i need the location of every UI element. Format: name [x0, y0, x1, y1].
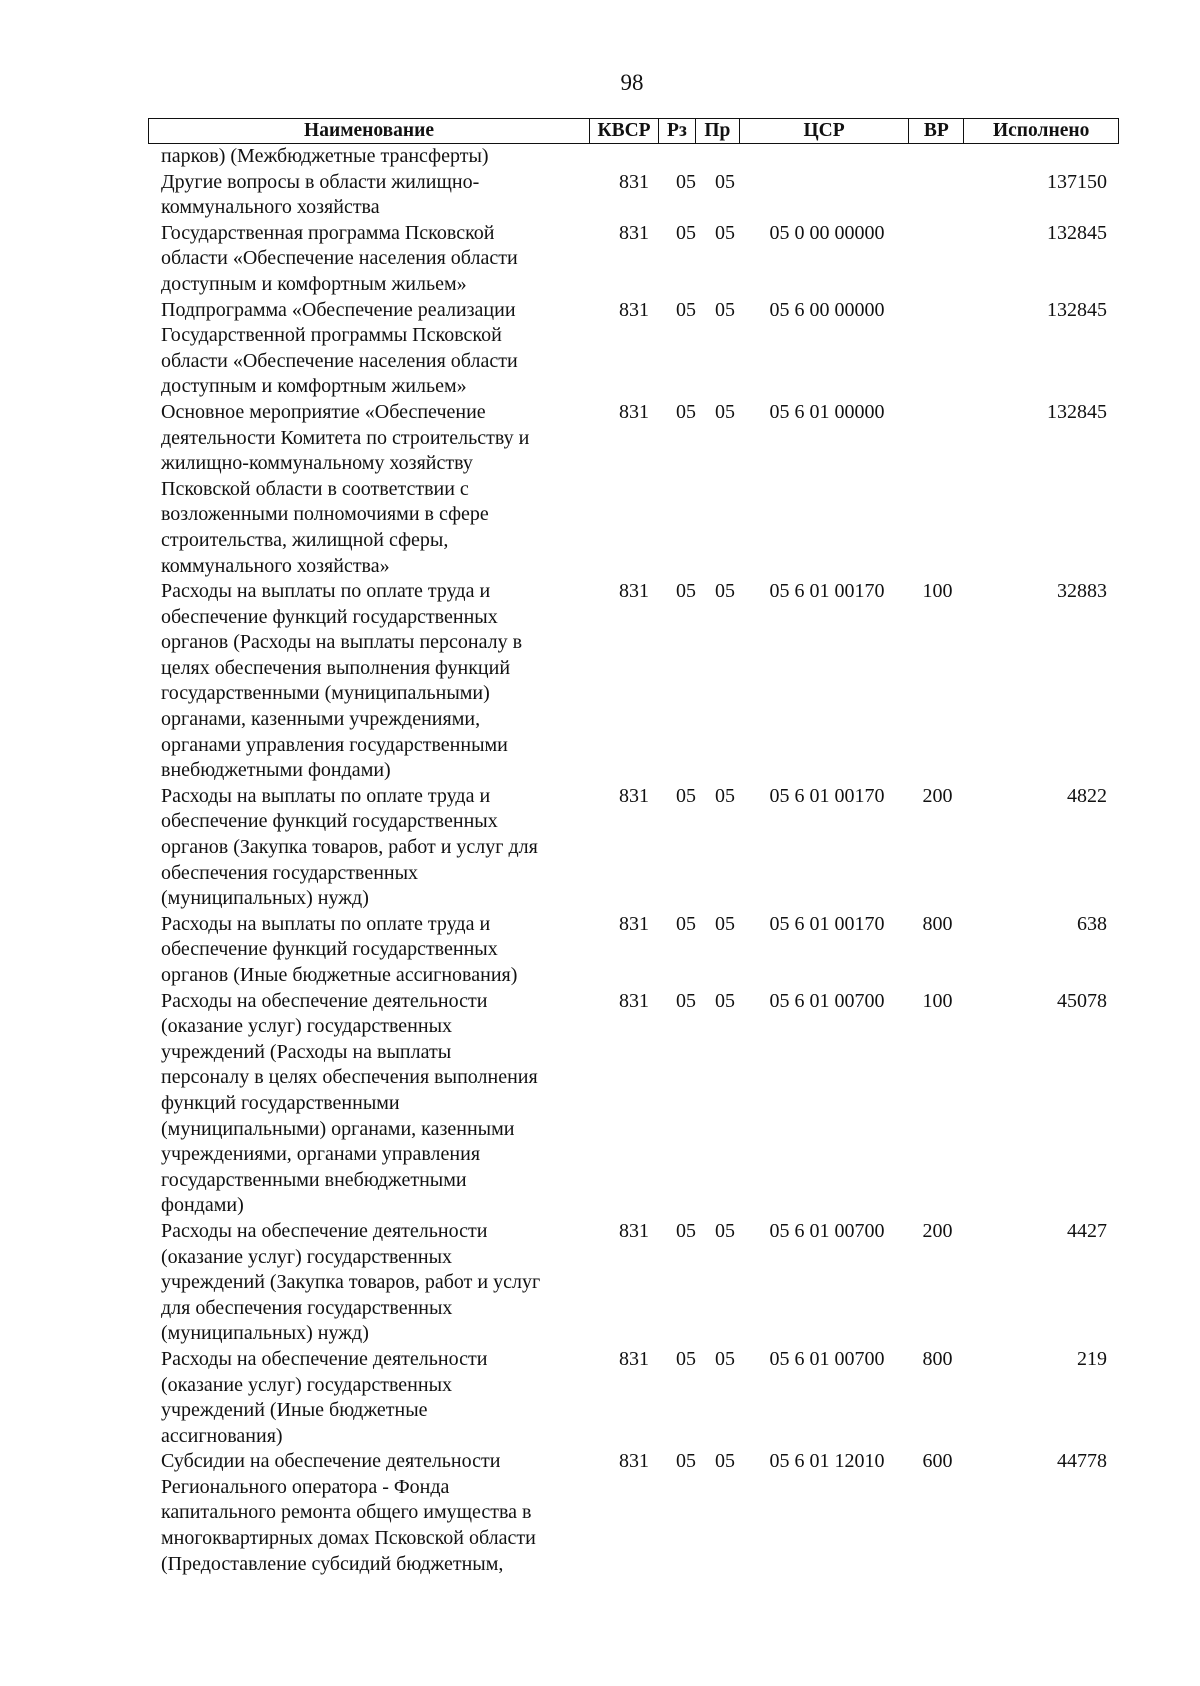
- row-pr: 05: [715, 989, 735, 1012]
- row-executed: 638: [1077, 912, 1107, 935]
- row-name-line: строительства, жилищной сферы,: [161, 528, 449, 551]
- table-row: [148, 912, 1119, 989]
- row-csr: 05 6 01 00170: [769, 580, 885, 603]
- row-pr: 05: [715, 298, 735, 321]
- row-name-line: государственными внебюджетными: [161, 1168, 467, 1191]
- row-rz: 05: [676, 784, 696, 807]
- row-name-line: Расходы на обеспечение деятельности: [161, 1347, 488, 1370]
- row-csr: 05 6 01 00170: [769, 784, 885, 807]
- row-name-line: внебюджетными фондами): [161, 759, 391, 782]
- row-name-line: Государственная программа Псковской: [161, 221, 495, 244]
- row-kvsr: 831: [619, 580, 649, 603]
- row-name-line: Подпрограмма «Обеспечение реализации: [161, 298, 516, 321]
- row-name-line: области «Обеспечение населения области: [161, 247, 518, 270]
- row-rz: 05: [676, 1450, 696, 1473]
- row-name-line: доступным и комфортным жильем»: [161, 375, 467, 398]
- row-name-line: обеспечение функций государственных: [161, 810, 498, 833]
- row-vr: 100: [922, 580, 953, 603]
- row-vr: 200: [922, 784, 953, 807]
- row-executed: 132845: [1047, 221, 1107, 244]
- row-name-line: области «Обеспечение населения области: [161, 349, 518, 372]
- table-row: [148, 579, 1119, 784]
- row-name-line: учреждений (Расходы на выплаты: [161, 1040, 452, 1063]
- row-name-line: для обеспечения государственных: [161, 1296, 453, 1319]
- row-name-line: доступным и комфортным жильем»: [161, 272, 467, 295]
- row-name-line: Расходы на выплаты по оплате труда и: [161, 912, 491, 935]
- header-executed: Исполнено: [992, 120, 1090, 141]
- row-name-line: (муниципальными) органами, казенными: [161, 1117, 515, 1140]
- row-kvsr: 831: [619, 170, 649, 193]
- row-executed: 45078: [1057, 989, 1107, 1012]
- table-row: [148, 1449, 1119, 1577]
- row-csr: 05 6 01 00170: [769, 912, 885, 935]
- table-row: [148, 1219, 1119, 1347]
- row-executed: 137150: [1047, 170, 1107, 193]
- row-pr: 05: [715, 580, 735, 603]
- row-name-line: учреждений (Закупка товаров, работ и услуг: [161, 1271, 541, 1294]
- table-row: [148, 170, 1119, 221]
- row-kvsr: 831: [619, 784, 649, 807]
- row-name-line: (муниципальных) нужд): [161, 887, 369, 910]
- row-kvsr: 831: [619, 221, 649, 244]
- row-name-line: Государственной программы Псковской: [161, 324, 502, 347]
- row-vr: 800: [922, 1347, 953, 1370]
- row-csr: 05 6 01 00700: [769, 989, 885, 1012]
- row-name: [148, 579, 590, 784]
- row-name-line: (муниципальных) нужд): [161, 1322, 369, 1345]
- row-name-line: возложенными полномочиями в сфере: [161, 503, 489, 526]
- row-vr: 100: [922, 989, 953, 1012]
- row-pr: 05: [715, 400, 735, 423]
- row-name: [148, 170, 590, 221]
- row-name-line: Другие вопросы в области жилищно-: [161, 170, 480, 193]
- table-row: [148, 784, 1119, 912]
- row-rz: 05: [676, 912, 696, 935]
- row-name: [148, 1219, 590, 1347]
- row-pr: 05: [715, 784, 735, 807]
- row-name: [148, 989, 590, 1219]
- row-name-line: ассигнования): [161, 1424, 283, 1447]
- header-name: Наименование: [149, 119, 590, 143]
- row-name-line: коммунального хозяйства»: [161, 554, 390, 577]
- row-rz: 05: [676, 1347, 696, 1370]
- row-name-line: государственными (муниципальными): [161, 682, 490, 705]
- row-name-line: парков) (Межбюджетные трансферты): [161, 145, 489, 167]
- table-row: [148, 144, 1119, 170]
- row-name-line: Расходы на обеспечение деятельности: [161, 989, 488, 1012]
- row-executed: 44778: [1057, 1450, 1107, 1473]
- table-header: [148, 118, 1119, 144]
- row-rz: 05: [676, 221, 696, 244]
- row-pr: 05: [715, 221, 735, 244]
- row-name-line: учреждений (Иные бюджетные: [161, 1399, 428, 1422]
- row-pr: 05: [715, 1219, 735, 1242]
- row-name: [148, 784, 590, 912]
- row-pr: 05: [715, 170, 735, 193]
- row-name-line: персоналу в целях обеспечения выполнения: [161, 1066, 538, 1089]
- row-name-line: функций государственными: [161, 1091, 400, 1114]
- row-vr: 800: [922, 912, 953, 935]
- header-vr: ВР: [909, 119, 964, 143]
- header-rz: Рз: [659, 119, 696, 143]
- row-name-line: органов (Расходы на выплаты персоналу в: [161, 631, 523, 654]
- row-kvsr: 831: [619, 912, 649, 935]
- table-row: [148, 400, 1119, 579]
- row-csr: 05 6 01 00700: [769, 1347, 885, 1370]
- row-name-line: целях обеспечения выполнения функций: [161, 656, 511, 679]
- row-csr: 05 6 00 00000: [769, 298, 885, 321]
- row-vr: 600: [922, 1450, 953, 1473]
- row-kvsr: 831: [619, 1450, 649, 1473]
- row-name: [148, 144, 590, 170]
- row-name-line: обеспечение функций государственных: [161, 938, 498, 961]
- row-kvsr: 831: [619, 1219, 649, 1242]
- row-name-line: обеспечение функций государственных: [161, 605, 498, 628]
- row-name: [148, 298, 590, 400]
- row-rz: 05: [676, 298, 696, 321]
- row-name-line: (Предоставление субсидий бюджетным,: [161, 1552, 504, 1575]
- row-executed: 132845: [1047, 298, 1107, 321]
- row-pr: 05: [715, 1347, 735, 1370]
- row-pr: 05: [715, 912, 735, 935]
- row-csr: 05 6 01 00000: [769, 400, 885, 423]
- row-name-line: коммунального хозяйства: [161, 196, 380, 219]
- row-csr: 05 6 01 00700: [769, 1219, 885, 1242]
- header-kvsr: КВСР: [590, 119, 659, 143]
- row-name: [148, 221, 590, 298]
- row-name-line: Псковской области в соответствии с: [161, 477, 469, 500]
- header-pr: Пр: [696, 119, 740, 143]
- row-name-line: органами управления государственными: [161, 733, 508, 756]
- table-row: [148, 221, 1119, 298]
- row-rz: 05: [676, 170, 696, 193]
- row-name-line: учреждениями, органами управления: [161, 1143, 481, 1166]
- budget-table: [148, 118, 1119, 1577]
- row-kvsr: 831: [619, 298, 649, 321]
- row-name-line: (оказание услуг) государственных: [161, 1373, 453, 1396]
- row-kvsr: 831: [619, 400, 649, 423]
- table-row: [148, 298, 1119, 400]
- row-vr: 200: [922, 1219, 953, 1242]
- row-rz: 05: [676, 989, 696, 1012]
- row-name-line: фондами): [161, 1194, 244, 1217]
- row-name-line: (оказание услуг) государственных: [161, 1245, 453, 1268]
- table-row: [148, 1347, 1119, 1449]
- row-name-line: многоквартирных домах Псковской области: [161, 1527, 536, 1550]
- row-pr: 05: [715, 1450, 735, 1473]
- row-executed: 219: [1077, 1347, 1107, 1370]
- row-name: [148, 1347, 590, 1449]
- row-name: [148, 912, 590, 989]
- row-name-line: органов (Иные бюджетные ассигнования): [161, 964, 518, 986]
- table-row: [148, 989, 1119, 1219]
- row-name-line: Регионального оператора - Фонда: [161, 1475, 450, 1498]
- row-name-line: Субсидии на обеспечение деятельности: [161, 1450, 501, 1473]
- table-body: [148, 144, 1119, 1577]
- row-executed: 32883: [1057, 580, 1107, 603]
- row-name-line: Основное мероприятие «Обеспечение: [161, 400, 486, 423]
- page-number: 98: [620, 70, 644, 95]
- row-name-line: деятельности Комитета по строительству и: [161, 426, 530, 449]
- row-name-line: (оказание услуг) государственных: [161, 1015, 453, 1038]
- row-rz: 05: [676, 580, 696, 603]
- row-name-line: капитального ремонта общего имущества в: [161, 1501, 532, 1524]
- row-name-line: органов (Закупка товаров, работ и услуг для: [161, 836, 538, 859]
- header-csr: ЦСР: [740, 119, 910, 143]
- row-rz: 05: [676, 400, 696, 423]
- row-name-line: жилищно-коммунальному хозяйству: [161, 452, 473, 475]
- row-executed: 132845: [1047, 400, 1107, 423]
- row-executed: 4427: [1067, 1219, 1107, 1242]
- row-csr: 05 0 00 00000: [769, 221, 885, 244]
- row-kvsr: 831: [619, 1347, 649, 1370]
- row-name-line: обеспечения государственных: [161, 861, 419, 884]
- row-executed: 4822: [1067, 784, 1107, 807]
- row-csr: 05 6 01 12010: [769, 1450, 885, 1473]
- row-name-line: Расходы на выплаты по оплате труда и: [161, 784, 491, 807]
- row-rz: 05: [676, 1219, 696, 1242]
- row-kvsr: 831: [619, 989, 649, 1012]
- row-name: [148, 400, 590, 579]
- row-name-line: Расходы на обеспечение деятельности: [161, 1219, 488, 1242]
- row-name: [148, 1449, 590, 1577]
- row-name-line: Расходы на выплаты по оплате труда и: [161, 580, 491, 603]
- row-name-line: органами, казенными учреждениями,: [161, 708, 481, 731]
